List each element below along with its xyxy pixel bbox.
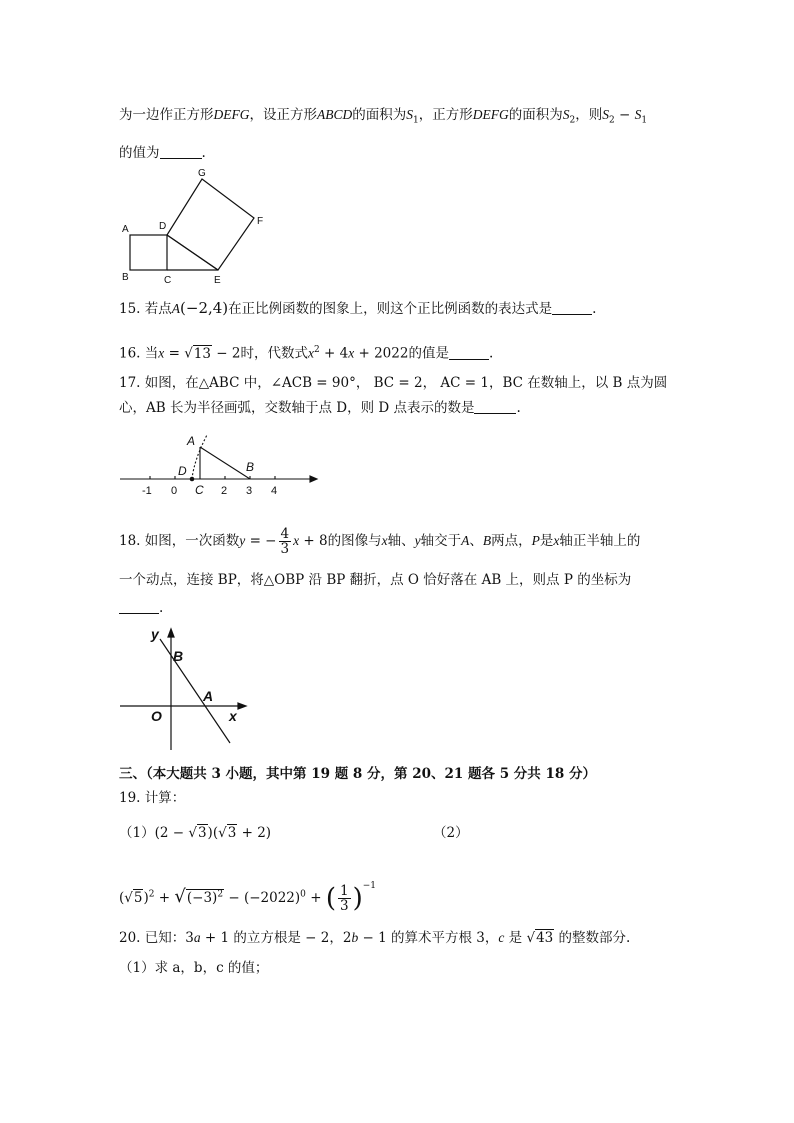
question-number: 15. [119, 301, 141, 317]
q19-expr: − (−2022) [224, 890, 301, 906]
q14-diff-s1-sub: 1 [641, 115, 648, 126]
answer-blank [160, 145, 202, 159]
label-g: G [198, 168, 206, 179]
q14-text: 为一边作正方形 [119, 107, 214, 123]
question-number: 18. [119, 533, 141, 549]
sqrt-sign: √ [184, 345, 193, 362]
label-x: x [229, 708, 237, 724]
sqrt-sign: √ [526, 930, 536, 946]
q18-line1 [119, 526, 640, 556]
q19-expr: + [305, 890, 326, 906]
point-d [190, 477, 195, 482]
label-d: D [178, 464, 187, 478]
q15-text: 在正比例函数的图象上，则这个正比例函数的表达式是 [228, 301, 553, 317]
q14-text: 的面积为 [352, 107, 407, 123]
q14-diff-s1: S [634, 107, 642, 122]
q15-text: 若点 [144, 301, 172, 317]
q20-part1-text: （1）求 a，b，c 的值； [119, 960, 269, 976]
q16-minus2: − 2 [211, 345, 241, 362]
frac-den: 3 [280, 541, 290, 557]
label-c: C [195, 483, 204, 497]
q14-minus: − [614, 107, 635, 123]
q18-text: 如图，一次函数 [144, 533, 240, 549]
q16-text: 时，代数式 [240, 345, 308, 362]
q14-period: . [201, 145, 206, 161]
answer-blank [474, 400, 516, 414]
q15 [119, 298, 596, 319]
q18-text: 轴交于 [420, 533, 462, 549]
square-abcd [130, 235, 167, 270]
label-b: B [246, 460, 255, 474]
q19-sqrt: 3 [227, 825, 237, 841]
q19-fraction [338, 884, 351, 913]
q17-line1 [119, 373, 667, 393]
label-e: E [214, 275, 221, 286]
label-a: A [122, 224, 129, 235]
part-label: （2） [433, 825, 469, 841]
q18-fraction [279, 527, 292, 556]
q18-b: B [482, 533, 492, 548]
q20-a: a [193, 930, 201, 945]
q20-part1 [119, 958, 268, 978]
q19-expr: + 2) [237, 825, 272, 841]
label-y: y [151, 626, 159, 642]
label-b: B [173, 648, 184, 664]
q17-line2 [119, 398, 521, 418]
q20-line1 [119, 928, 630, 948]
q16 [119, 340, 493, 364]
frac-den: 3 [339, 898, 349, 914]
q15-point: A [171, 301, 181, 316]
label-d: D [159, 221, 167, 232]
q18-text: 轴正半轴上的 [559, 533, 641, 549]
q19-sqrt-group [186, 889, 224, 906]
q20-b: b [351, 930, 359, 945]
q19-sqrt-inner: (−3) [186, 890, 218, 906]
paren-left: ( [325, 883, 336, 914]
q18-x-axis: x [381, 533, 388, 548]
q17-text: 如图，在△ABC 中，∠ACB = 90°， BC = 2， AC = 1，BC 在数轴上，以 B 点为圆 [144, 375, 668, 391]
sqrt-sign: √ [174, 886, 186, 907]
arrow-head [310, 476, 317, 482]
q14-s2-sub: 2 [569, 115, 576, 126]
section-title-text: 三、（本大题共 3 小题，其中第 19 题 8 分，第 20、21 题各 5 分共 18 分） [119, 766, 596, 782]
q16-sqrt-value: 13 [193, 345, 211, 362]
q18-y: y [239, 533, 246, 548]
q18-eq: = − [245, 533, 277, 549]
q19-title-text: 19. 计算： [119, 790, 186, 806]
label-f: F [257, 216, 264, 227]
q17-figure [115, 430, 325, 500]
q14-text: ，设正方形 [249, 107, 317, 123]
q16-expr: + 4 [319, 345, 349, 362]
q19-part2-label [433, 823, 469, 843]
sqrt-sign: √ [188, 825, 197, 841]
tick-label: 4 [271, 485, 278, 497]
q18-text: 是 [539, 533, 554, 549]
q18-text: 两点， [491, 533, 532, 549]
q18-a: A [461, 533, 470, 548]
q20-sqrt: 43 [536, 930, 554, 946]
q19-expr: (2 − [154, 825, 189, 841]
paren-right: ) [352, 883, 363, 914]
q18-plus8: + 8 [299, 533, 328, 549]
q20-text: 是 [504, 930, 527, 946]
part-label: （1） [119, 825, 155, 841]
q16-expr-sup: 2 [313, 345, 320, 355]
q18-x: x [293, 533, 300, 548]
frac-num: 1 [339, 883, 349, 899]
q16-text: 的值是 [408, 345, 449, 362]
q19-title [119, 788, 185, 808]
label-c: C [164, 275, 172, 286]
x-axis-arrow [238, 703, 246, 709]
q14-text: 的面积为 [508, 107, 563, 123]
q20-text: + 1 的立方根是 − 2，2 [200, 930, 352, 946]
q18-sep: 、 [469, 533, 483, 549]
q19-sqrt: 3 [197, 825, 207, 841]
sqrt-sign: √ [124, 890, 133, 906]
q18-y-axis: y [414, 533, 421, 548]
q18-text: 的图像与 [327, 533, 382, 549]
q18-text: 轴、 [387, 533, 415, 549]
q15-period: . [592, 301, 597, 317]
q14-figure [115, 165, 275, 290]
tick-label: 3 [246, 485, 253, 497]
q14-diff-s2-sub: 2 [608, 115, 615, 126]
q19-expr: ( [119, 890, 125, 906]
tick-label: 2 [221, 485, 228, 497]
q14-s1: S [406, 107, 413, 122]
label-a: A [187, 434, 196, 448]
q14-diff-s2: S [602, 107, 609, 122]
q20-text: 的整数部分. [554, 930, 631, 946]
q19-sup: 2 [148, 889, 155, 900]
sqrt-sign: √ [218, 825, 227, 841]
q19-part2 [119, 866, 376, 919]
q14-s2: S [562, 107, 570, 122]
q17-period: . [516, 400, 521, 416]
q19-expr: + [154, 890, 175, 906]
question-number: 17. [119, 375, 141, 391]
section-title [119, 764, 596, 784]
q15-coords: (−2,4) [180, 299, 229, 317]
q14-line2 [119, 143, 206, 163]
q18-line3 [119, 598, 163, 618]
q20-text: − 1 的算术平方根 3， [358, 930, 499, 946]
label-a: A [203, 688, 214, 704]
q19-part1 [119, 823, 271, 843]
q14-text: ，则 [575, 107, 603, 123]
frac-num: 4 [280, 526, 290, 542]
q16-expr-x2: x [348, 345, 355, 361]
q18-line2 [119, 570, 631, 590]
q19-expr: )( [207, 825, 219, 841]
q18-x3: x [553, 533, 560, 548]
q19-sqrt: 5 [133, 890, 143, 906]
answer-blank [449, 346, 489, 360]
q19-sup: 2 [217, 889, 224, 900]
q17-text: 心，AB 长为半径画弧，交数轴于点 D，则 D 点表示的数是 [119, 400, 475, 416]
q19-expr: ) [143, 890, 149, 906]
q18-figure [115, 625, 255, 755]
q14-defg: DEFG [213, 107, 250, 122]
q16-expr-const: + 2022 [354, 345, 409, 362]
q16-text: 当 [144, 345, 159, 362]
q20-text: 20. 已知：3 [119, 930, 194, 946]
q14-abcd: ABCD [317, 107, 353, 122]
label-o: O [151, 708, 162, 724]
q16-period: . [488, 345, 494, 362]
tick-label: -1 [142, 485, 152, 497]
q14-defg: DEFG [472, 107, 509, 122]
segment-ab [200, 447, 250, 479]
question-number: 16. [119, 345, 141, 362]
q14-line1 [119, 105, 647, 131]
q18-period: . [159, 600, 164, 616]
q14-text: ，正方形 [418, 107, 473, 123]
q16-expr-x: x [307, 345, 314, 361]
answer-blank [552, 301, 592, 315]
q18-text: 一个动点，连接 BP，将△OBP 沿 BP 翻折，点 O 恰好落在 AB 上，则点 P 的坐标为 [119, 572, 632, 588]
tick-label: 0 [171, 485, 178, 497]
q14-text: 的值为 [119, 145, 160, 161]
square-defg [167, 179, 254, 270]
q18-p: P [531, 533, 540, 548]
label-b: B [122, 272, 129, 283]
q19-sup: 0 [300, 889, 306, 900]
q20-c: c [498, 930, 505, 945]
q14-s1-sub: 1 [413, 115, 419, 126]
q16-eq: = [164, 345, 185, 362]
y-axis-arrow [168, 629, 174, 637]
q19-sup: −1 [362, 881, 376, 891]
q16-x: x [158, 345, 165, 361]
answer-blank [119, 600, 159, 614]
